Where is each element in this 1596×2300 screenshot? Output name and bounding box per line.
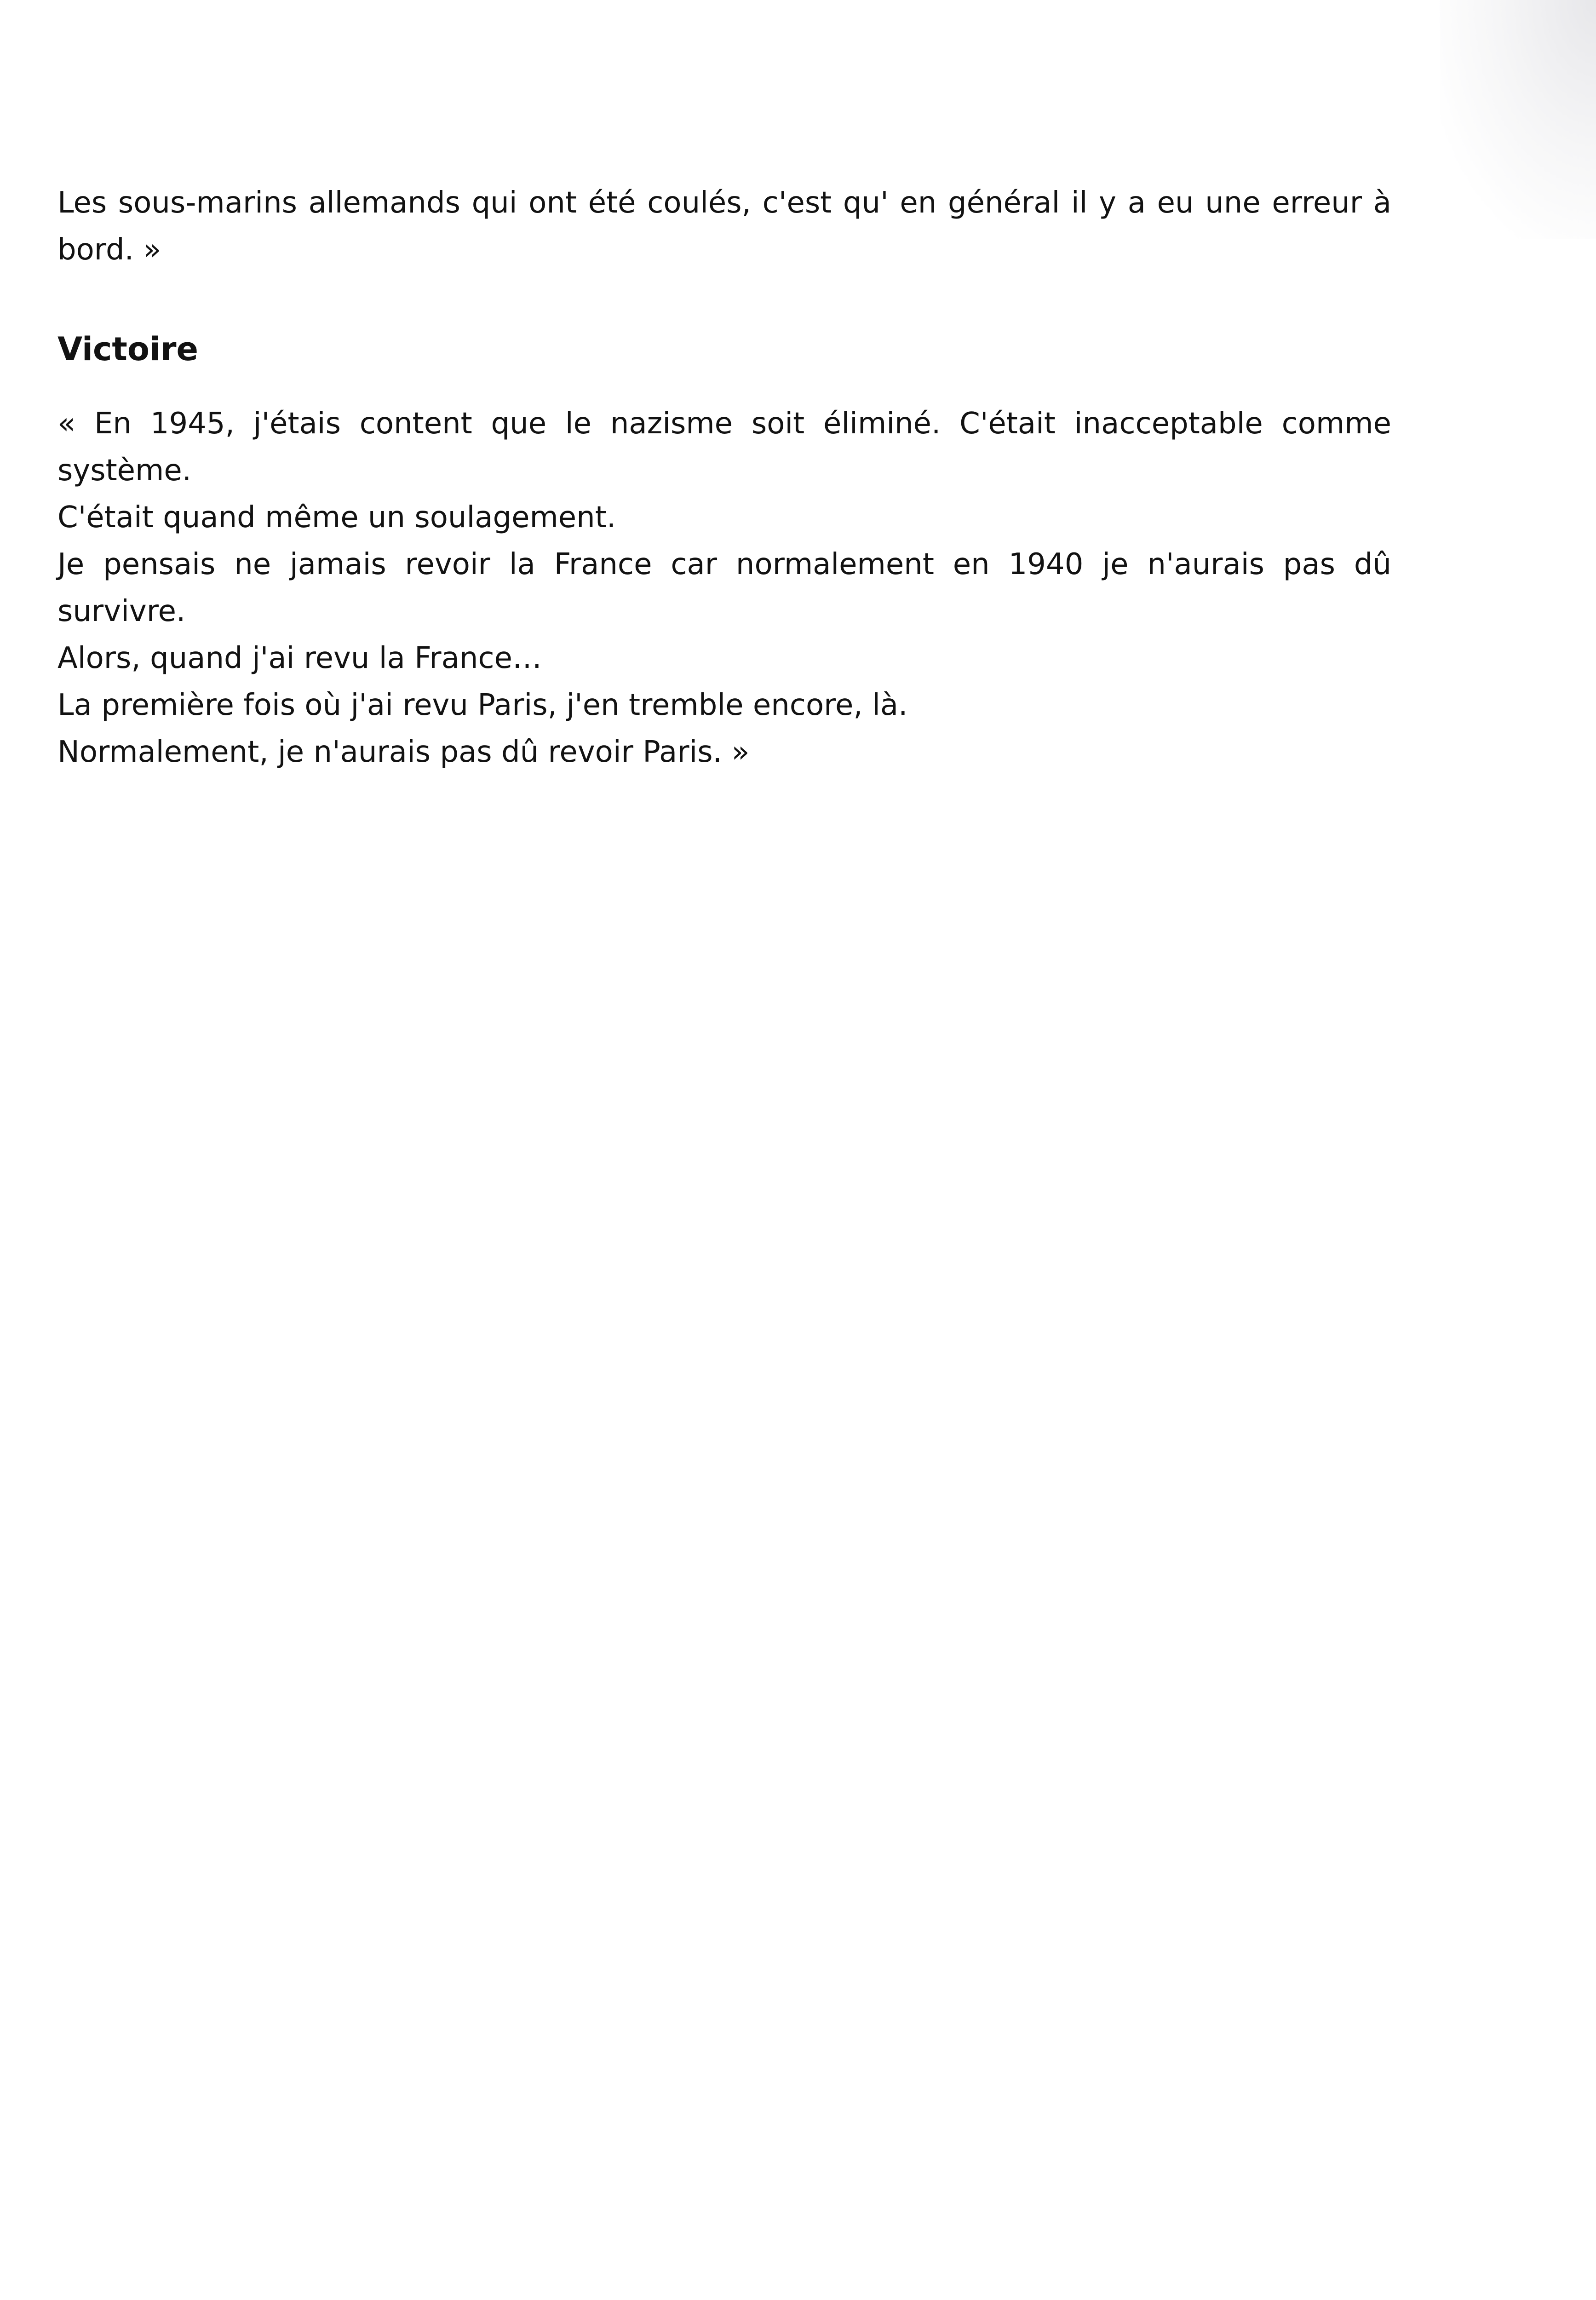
paragraph-line: C'était quand même un soulagement. (57, 500, 616, 535)
paragraph-line: Alors, quand j'ai revu la France… (57, 641, 542, 675)
paragraph-line: survivre. (57, 594, 186, 628)
paragraph-line: Les sous-marins allemands qui ont été coulés, c'est qu' en général il y a eu une erreur à (57, 186, 1391, 220)
paragraph-line: Normalement, je n'aurais pas dû revoir Paris. » (57, 735, 750, 769)
paragraph-submarines (57, 179, 1391, 273)
paragraph-line: « En 1945, j'étais content que le nazisme soit éliminé. C'était inacceptable comme (57, 407, 1391, 441)
paragraph-line: système. (57, 454, 192, 488)
paragraph-line: bord. » (57, 233, 161, 267)
section-heading: Victoire (57, 330, 198, 368)
paragraph-victory-quote (57, 400, 1391, 776)
page-edge-shadow (1440, 0, 1596, 239)
paragraph-line: La première fois où j'ai revu Paris, j'en tremble encore, là. (57, 688, 908, 722)
paragraph-line: Je pensais ne jamais revoir la France car normalement en 1940 je n'aurais pas dû (57, 547, 1391, 581)
